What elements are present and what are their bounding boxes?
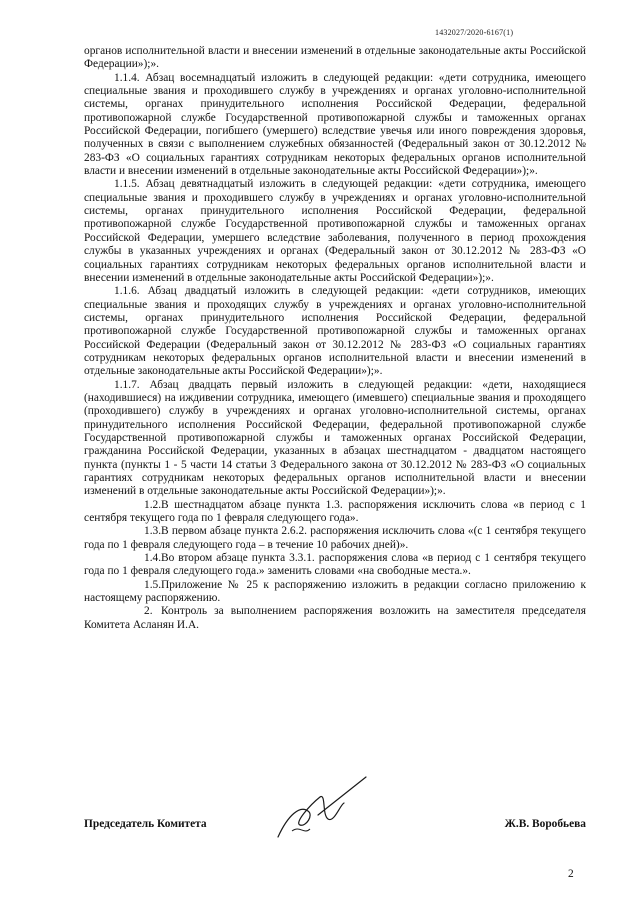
document-id: 1432027/2020-6167(1) — [435, 28, 514, 37]
paragraph-text: Во втором абзаце пункта 3.3.1. распоряжения слова «в период с 1 сентября текущего года по 1 февраля следующего года.» заменить словами «на свободные места.». — [84, 552, 586, 578]
paragraph-1-1-4: 1.1.4. Абзац восемнадцатый изложить в следующей редакции: «дети сотрудника, имеющего специальные звания и проходившего службу в учреждениях и органах уголовно-исполнительной системы, органах принудительного исполнения Российской Федерации, федеральной противопожарной службе Государственной противопожарной службы и таможенных органах Российской Федерации, погибшего (умершего) вследствие увечья или иного повреждения здоровья, полученных в связи с выполнением служебных обязанностей (Федеральный закон от 30.12.2012 № 283-ФЗ «О социальных гарантиях сотрудникам некоторых федеральных органов исполнительной власти и внесении изменений в отдельные законодательные акты Российской Федерации»);». — [84, 71, 586, 178]
paragraph-text: В первом абзаце пункта 2.6.2. распоряжения исключить слова «(с 1 сентября текущего года по 1 февраля следующего года – в течение 10 рабочих дней)». — [84, 525, 586, 551]
paragraph-continuation: органов исполнительной власти и внесении изменений в отдельные законодательные акты Российской Федерации»);». — [84, 45, 586, 71]
paragraph-1-1-7: 1.1.7. Абзац двадцать первый изложить в следующей редакции: «дети, находящиеся (находившиеся) на иждивении сотрудника, имеющего (имевшего) специальные звания и проходящего (проходившего) службу в учреждениях и органах уголовно-исполнительной системы, органах принудительного исполнения Российской Федерации, федеральной противопожарной службе Государственной противопожарной службы и таможенных органах Российской Федерации, гражданина Российской Федерации, указанных в абзацах шестнадцатом - двадцатом настоящего пункта (пункты 1 - 5 части 14 статьи 3 Федерального закона от 30.12.2012 № 283-ФЗ «О социальных гарантиях сотрудникам некоторых федеральных органов исполнительной власти и внесении изменений в отдельные законодательные акты Российской Федерации»);». — [84, 378, 586, 498]
paragraph-1-1-6: 1.1.6. Абзац двадцатый изложить в следующей редакции: «дети сотрудников, имеющих специальные звания и проходящих службу в учреждениях и органах уголовно-исполнительной системы, органах принудительного исполнения Российской Федерации, федеральной противопожарной службе Государственной противопожарной службы и таможенных органах Российской Федерации (Федеральный закон от 30.12.2012 № 283-ФЗ «О социальных гарантиях сотрудникам некоторых федеральных органов исполнительной власти и внесении изменений в отдельные законодательные акты Российской Федерации»);». — [84, 285, 586, 378]
paragraph-number: 1.4. — [144, 552, 162, 565]
paragraph-1-3 — [84, 525, 586, 552]
paragraph-2 — [84, 605, 586, 632]
paragraph-1-1-5: 1.1.5. Абзац девятнадцатый изложить в следующей редакции: «дети сотрудника, имеющего специальные звания и проходившего службу в учреждениях и органах уголовно-исполнительной системы, органах принудительного исполнения Российской Федерации, федеральной противопожарной службе Государственной противопожарной службы и таможенных органах Российской Федерации, умершего вследствие заболевания, полученного в период прохождения службы в указанных учреждениях и органах (Федеральный закон от 30.12.2012 № 283-ФЗ «О социальных гарантиях сотрудникам некоторых федеральных органов исполнительной власти и внесении изменений в отдельные законодательные акты Российской Федерации»);». — [84, 178, 586, 284]
paragraph-text: Приложение № 25 к распоряжению изложить в редакции согласно приложению к настоящему распоряжению. — [84, 578, 586, 605]
paragraph-number: 2. — [144, 605, 153, 618]
handwritten-signature — [270, 775, 370, 845]
paragraph-number: 1.3. — [144, 525, 162, 538]
paragraph-text: В шестнадцатом абзаце пункта 1.3. распоряжения исключить слова «в период с 1 сентября текущего года по 1 февраля следующего года». — [84, 498, 586, 525]
document-body — [84, 45, 586, 632]
signatory-name: Ж.В. Воробьева — [504, 818, 586, 830]
page-number: 2 — [568, 868, 574, 880]
paragraph-number: 1.5. — [144, 578, 162, 591]
paragraph-1-5 — [84, 579, 586, 606]
paragraph-1-4 — [84, 552, 586, 579]
paragraph-number: 1.2. — [144, 498, 162, 511]
paragraph-1-2 — [84, 499, 586, 526]
signatory-title: Председатель Комитета — [84, 818, 207, 830]
signature-block — [84, 813, 586, 853]
paragraph-text: Контроль за выполнением распоряжения возложить на заместителя председателя Комитета Асланян И.А. — [84, 605, 586, 631]
